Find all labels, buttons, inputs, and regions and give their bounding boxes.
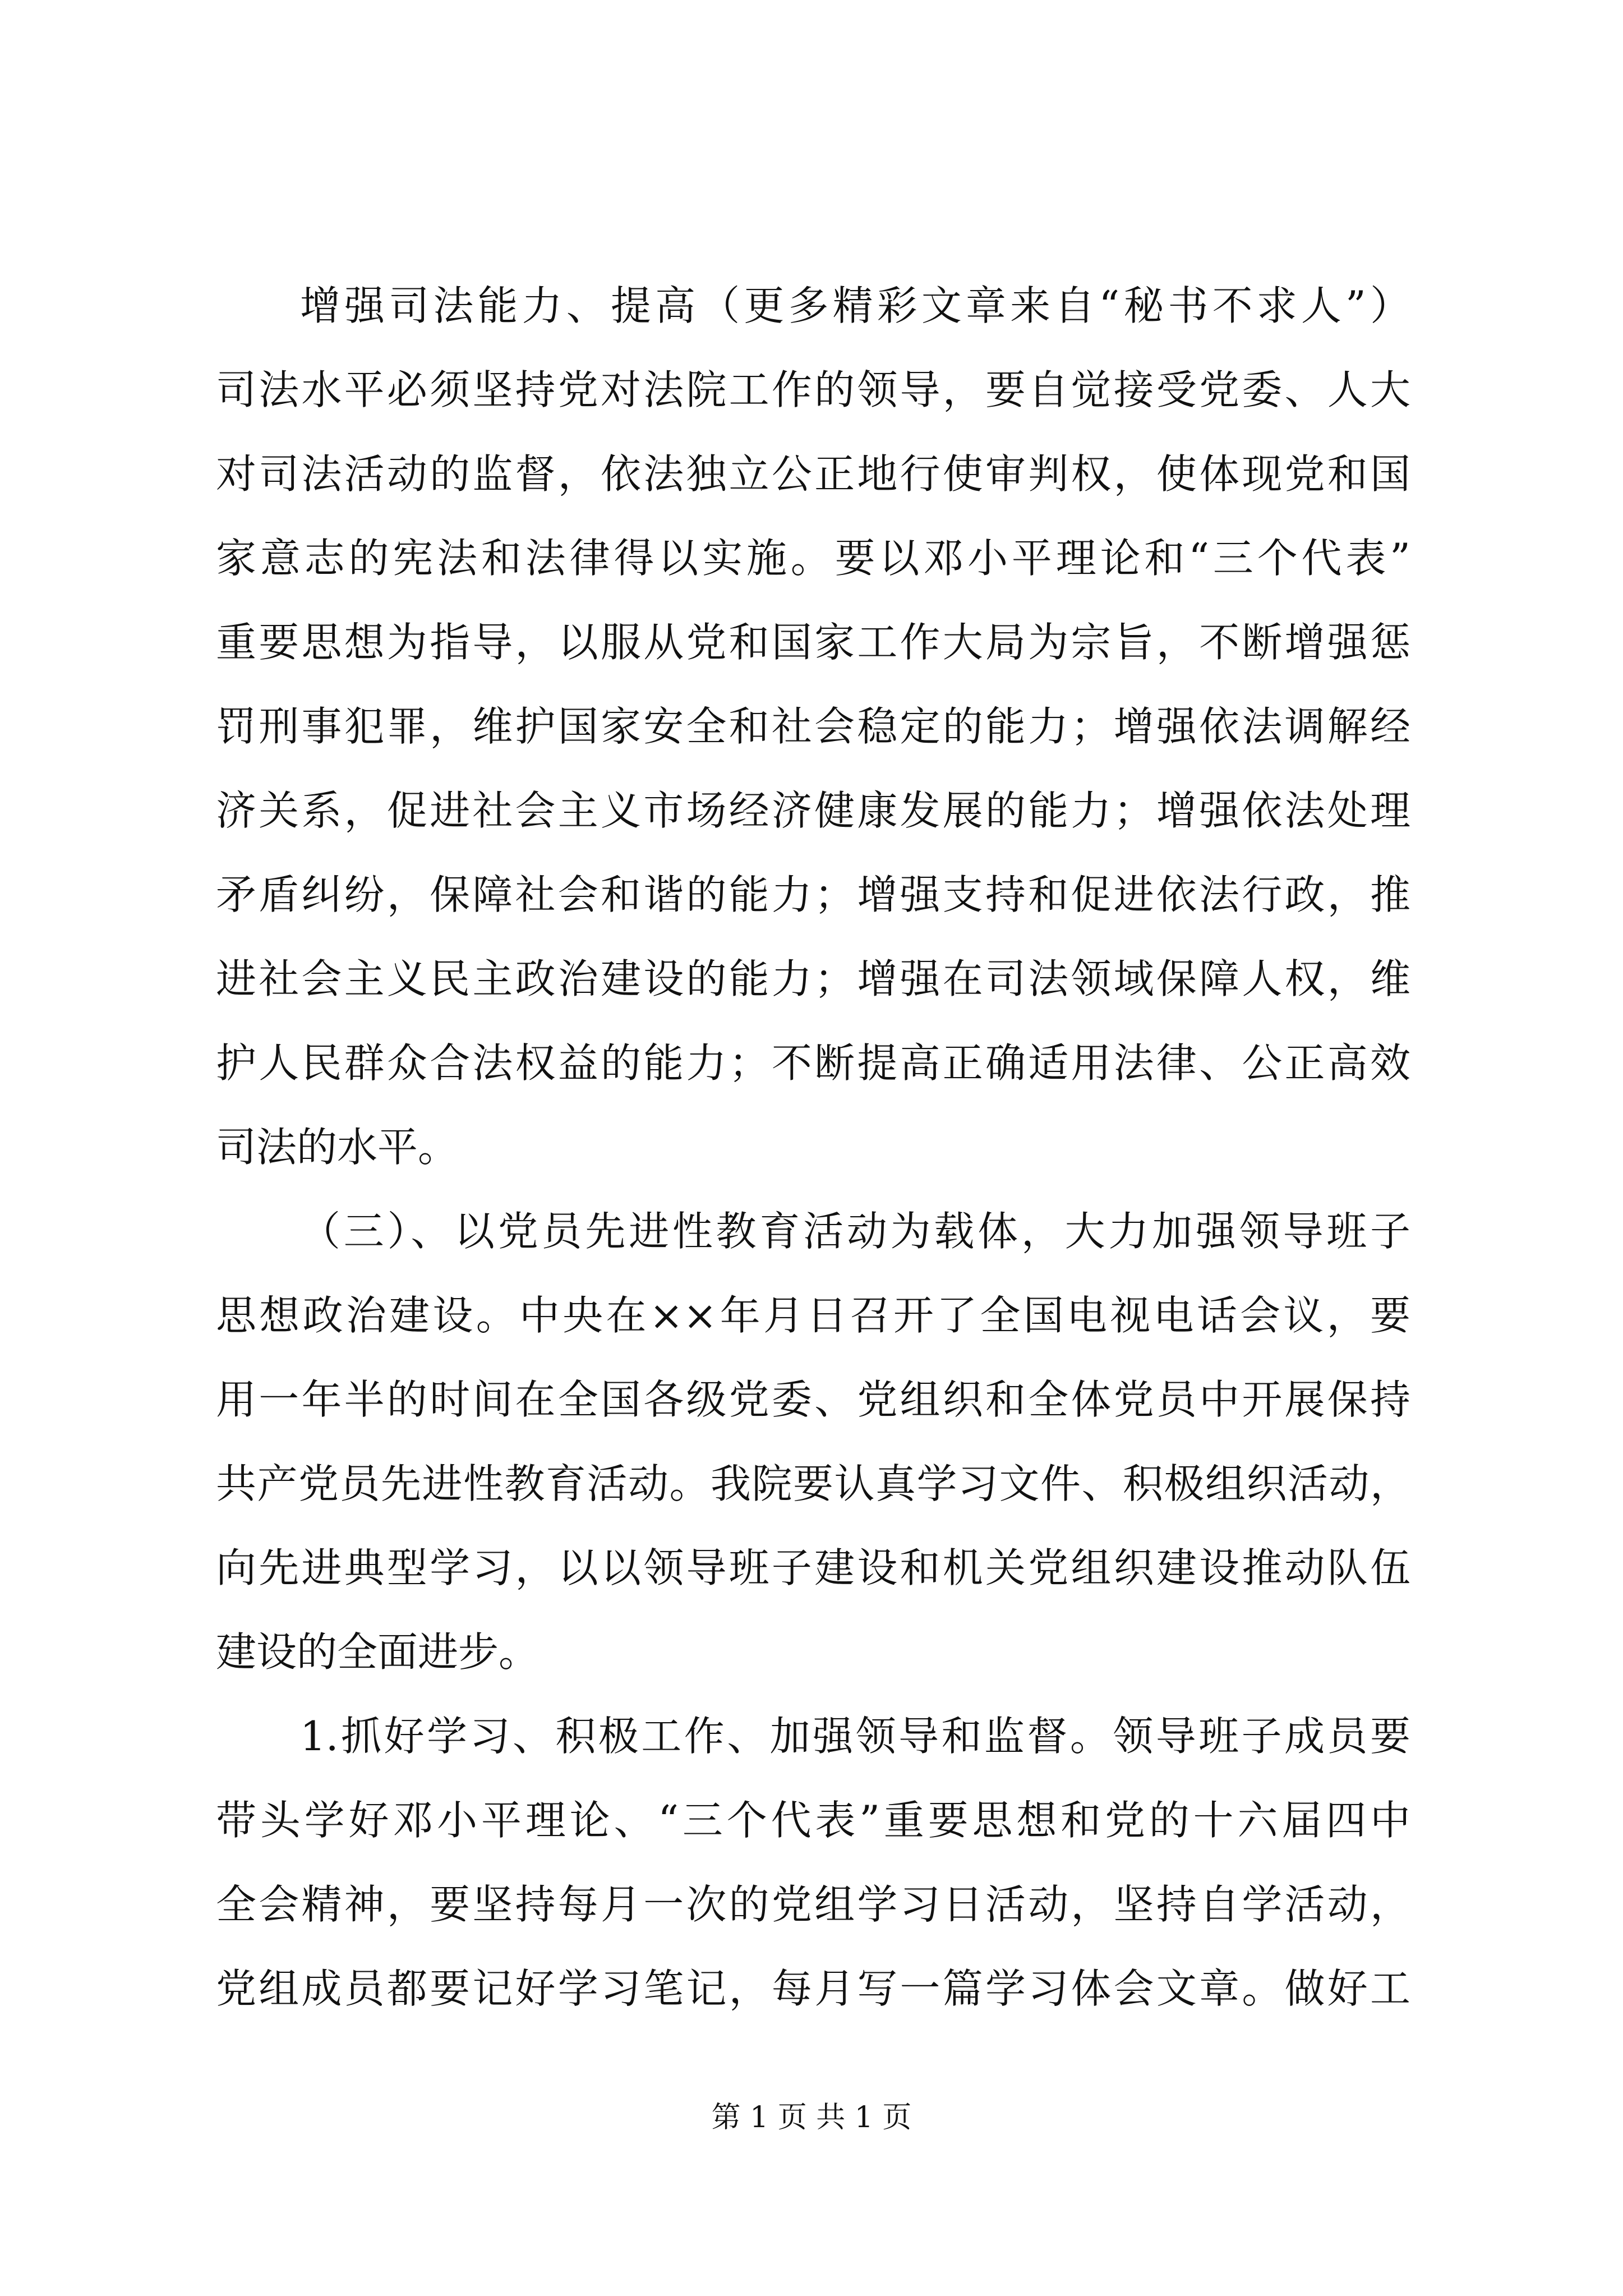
paragraph-2-line-4: 共产党员先进性教育活动。我院要认真学习文件、积极组织活动， [216, 1460, 1410, 1507]
paragraph-3-line-3: 全会精神，要坚持每月一次的党组学习日活动，坚持自学活动， [216, 1881, 1410, 1928]
paragraph-1-line-6: 罚刑事犯罪，维护国家安全和社会稳定的能力；增强依法调解经 [216, 703, 1410, 750]
paragraph-2-line-2: 思想政治建设。中央在××年月日召开了全国电视电话会议，要 [216, 1292, 1410, 1339]
page-footer: 第 1 页 共 1 页 [711, 2101, 912, 2134]
paragraph-1-line-8: 矛盾纠纷，保障社会和谐的能力；增强支持和促进依法行政，推 [216, 871, 1410, 918]
paragraph-1-line-4: 家意志的宪法和法律得以实施。要以邓小平理论和“三个代表” [216, 535, 1410, 582]
paragraph-2-line-3: 用一年半的时间在全国各级党委、党组织和全体党员中开展保持 [216, 1376, 1410, 1423]
paragraph-3-line-4: 党组成员都要记好学习笔记，每月写一篇学习体会文章。做好工 [216, 1965, 1410, 2012]
paragraph-2-line-6: 建设的全面进步。 [216, 1628, 540, 1676]
paragraph-1-line-9: 进社会主义民主政治建设的能力；增强在司法领域保障人权，维 [216, 955, 1410, 1002]
paragraph-3-line-1: 1.抓好学习、积极工作、加强领导和监督。领导班子成员要 [300, 1713, 1410, 1760]
paragraph-3-line-2: 带头学好邓小平理论、“三个代表”重要思想和党的十六届四中 [216, 1797, 1410, 1844]
paragraph-1-line-11: 司法的水平。 [216, 1124, 459, 1171]
paragraph-1-line-5: 重要思想为指导，以服从党和国家工作大局为宗旨，不断增强惩 [216, 619, 1410, 666]
paragraph-1-line-10: 护人民群众合法权益的能力；不断提高正确适用法律、公正高效 [216, 1039, 1410, 1087]
paragraph-1-line-2: 司法水平必须坚持党对法院工作的领导，要自觉接受党委、人大 [216, 366, 1410, 413]
document-body [216, 264, 1410, 2031]
paragraph-2-line-5: 向先进典型学习，以以领导班子建设和机关党组织建设推动队伍 [216, 1544, 1410, 1591]
paragraph-1-line-7: 济关系，促进社会主义市场经济健康发展的能力；增强依法处理 [216, 787, 1410, 834]
paragraph-1-line-3: 对司法活动的监督，依法独立公正地行使审判权，使体现党和国 [216, 450, 1410, 498]
paragraph-1-line-1: 增强司法能力、提高（更多精彩文章来自“秘书不求人”） [300, 282, 1410, 329]
paragraph-2-line-1: （三）、以党员先进性教育活动为载体，大力加强领导班子 [300, 1208, 1410, 1255]
